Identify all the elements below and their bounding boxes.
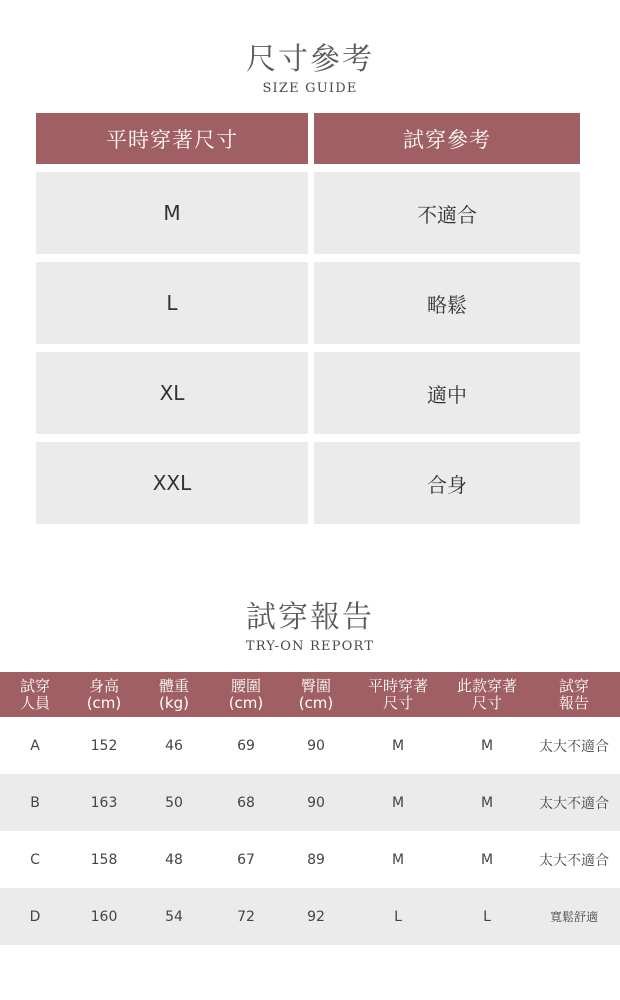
person-cell: C <box>30 851 40 868</box>
usual-size-header: 平時穿著 尺寸 <box>367 676 428 712</box>
hip-cell: 92 <box>307 908 325 925</box>
person-cell: B <box>30 794 40 811</box>
usual-size-cell: L <box>394 908 402 925</box>
fit-cell: 不適合 <box>314 172 580 254</box>
table-row <box>0 717 620 774</box>
weight-cell: 48 <box>165 851 183 868</box>
waist-cell: 68 <box>237 794 255 811</box>
weight-header: 體重 (kg) <box>158 676 189 712</box>
size-cell: XL <box>36 352 308 434</box>
try-on-report-title: 試穿報告 <box>246 600 374 635</box>
try-on-report-table <box>0 672 620 945</box>
size-guide-row <box>36 262 580 344</box>
size-guide-header-row <box>36 113 580 164</box>
height-cell: 160 <box>90 908 118 925</box>
waist-cell: 69 <box>237 737 255 754</box>
fit-cell: 合身 <box>314 442 580 524</box>
report-cell: 寬鬆舒適 <box>549 910 598 924</box>
hip-cell: 90 <box>307 794 325 811</box>
size-guide-row <box>36 352 580 434</box>
waist-header: 腰圍 (cm) <box>228 676 264 712</box>
weight-cell: 50 <box>165 794 183 811</box>
hip-header: 臀圍 (cm) <box>298 676 334 712</box>
this-size-cell: M <box>480 737 494 754</box>
this-size-cell: L <box>483 908 491 925</box>
person-cell: D <box>29 908 41 925</box>
height-cell: 152 <box>90 737 118 754</box>
try-on-report-header-row <box>0 672 620 717</box>
size-guide-table <box>36 113 580 524</box>
fit-cell: 適中 <box>314 352 580 434</box>
report-cell: 太大不適合 <box>539 852 609 869</box>
size-cell: XXL <box>36 442 308 524</box>
person-header: 試穿 人員 <box>19 676 50 712</box>
weight-cell: 54 <box>165 908 183 925</box>
hip-cell: 89 <box>307 851 325 868</box>
size-cell: M <box>36 172 308 254</box>
fit-reference-header: 試穿參考 <box>314 113 580 164</box>
person-cell: A <box>30 737 40 754</box>
height-cell: 163 <box>90 794 118 811</box>
size-guide-heading <box>0 42 620 98</box>
usual-size-cell: M <box>391 851 405 868</box>
size-guide-title: 尺寸參考 <box>246 42 374 77</box>
hip-cell: 90 <box>307 737 325 754</box>
weight-cell: 46 <box>165 737 183 754</box>
usual-size-cell: M <box>391 794 405 811</box>
waist-cell: 67 <box>237 851 255 868</box>
size-guide-subtitle: SIZE GUIDE <box>262 81 358 96</box>
table-row <box>0 888 620 945</box>
this-item-size-header: 此款穿著 尺寸 <box>456 676 517 712</box>
try-on-report-heading <box>0 600 620 656</box>
report-header: 試穿 報告 <box>558 676 589 712</box>
height-header: 身高 (cm) <box>86 676 122 712</box>
table-row <box>0 831 620 888</box>
usual-size-header: 平時穿著尺寸 <box>36 113 308 164</box>
this-size-cell: M <box>480 851 494 868</box>
report-cell: 太大不適合 <box>539 738 609 755</box>
size-guide-row <box>36 442 580 524</box>
try-on-report-subtitle: TRY-ON REPORT <box>245 639 375 654</box>
size-guide-row <box>36 172 580 254</box>
fit-cell: 略鬆 <box>314 262 580 344</box>
size-cell: L <box>36 262 308 344</box>
this-size-cell: M <box>480 794 494 811</box>
height-cell: 158 <box>90 851 118 868</box>
table-row <box>0 774 620 831</box>
usual-size-cell: M <box>391 737 405 754</box>
report-cell: 太大不適合 <box>539 795 609 812</box>
waist-cell: 72 <box>237 908 255 925</box>
